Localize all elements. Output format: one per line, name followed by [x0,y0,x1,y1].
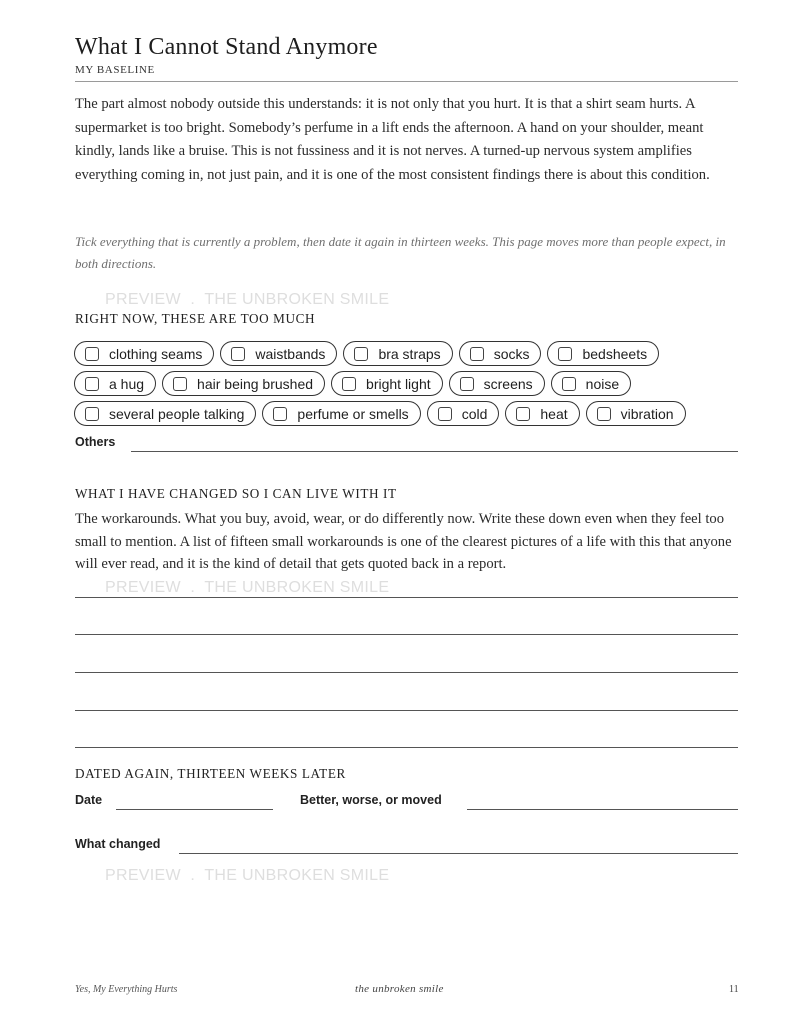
checkbox-bra-straps[interactable] [343,341,452,366]
checkbox-icon[interactable] [231,347,245,361]
checkbox-icon[interactable] [558,347,572,361]
checkbox-label: heat [540,405,568,422]
checkbox-icon[interactable] [85,347,99,361]
checkbox-icon[interactable] [470,347,484,361]
checkbox-label: vibration [620,405,674,422]
section-heading-changed: WHAT I HAVE CHANGED SO I CAN LIVE WITH IT [75,486,397,501]
checkbox-label: several people talking [109,405,245,422]
checkbox-label: bra straps [378,345,441,362]
checkbox-screens[interactable] [449,371,545,396]
watermark-text: PREVIEW . THE UNBROKEN SMILE [105,867,390,884]
instruction-text: Tick everything that is currently a problem, then date it again in thirteen weeks. This page moves more than people expect, in both directions. [75,234,726,271]
workaround-write-line[interactable] [75,747,738,748]
checkbox-several-people-talking[interactable] [74,401,256,426]
checkbox-icon[interactable] [597,407,611,421]
page-subtitle: MY BASELINE [75,64,155,76]
checkbox-cold[interactable] [427,401,500,426]
date-write-line[interactable] [116,809,273,810]
changed-paragraph: The workarounds. What you buy, avoid, wear, or do differently now. Write these down even when they feel too small to mention. A list of fifteen small workarounds is one of the clearest pictures of a life with this that anyone will ever read, and it is the kind of detail that gets quoted back in a report. [75,511,732,572]
checkbox-label: hair being brushed [197,375,314,392]
what-changed-write-line[interactable] [179,853,738,854]
checkbox-label: clothing seams [109,345,203,362]
checkbox-clothing-seams[interactable] [74,341,214,366]
date-label: Date [75,793,103,807]
what-changed-label: What changed [75,837,161,851]
watermark-text: PREVIEW . THE UNBROKEN SMILE [105,579,390,596]
checkbox-label: waistbands [255,345,326,362]
checkbox-label: a hug [109,375,145,392]
checkbox-icon[interactable] [438,407,452,421]
checkbox-label: cold [461,405,488,422]
footer-brand: the unbroken smile [355,983,444,995]
checkbox-socks[interactable] [459,341,542,366]
others-write-line[interactable] [131,451,738,452]
checkbox-icon[interactable] [562,377,576,391]
title-divider [75,81,738,82]
checkbox-waistbands[interactable] [220,341,337,366]
checkbox-perfume-or-smells[interactable] [262,401,420,426]
checkbox-icon[interactable] [85,407,99,421]
footer-book-title: Yes, My Everything Hurts [75,984,178,995]
watermark-text: PREVIEW . THE UNBROKEN SMILE [105,291,390,308]
checkbox-icon[interactable] [460,377,474,391]
workaround-write-line[interactable] [75,672,738,673]
intro-paragraph: The part almost nobody outside this understands: it is not only that you hurt. It is that a shirt seam hurts. A supermarket is too bright. Somebody’s perfume in a lift ends the afternoon. A hand on your shoulder, meant kindly, lands like a bruise. This is not fussiness and it is not nerves. A turned-up nervous system amplifies everything coming in, not just pain, and it is one of the most consistent findings there is about this condition. [75,96,710,183]
checkbox-label: noise [585,375,620,392]
checkbox-icon[interactable] [342,377,356,391]
checkbox-icon[interactable] [516,407,530,421]
checkbox-icon[interactable] [354,347,368,361]
checkbox-row-3 [74,401,686,428]
checkbox-row-2 [74,371,631,398]
page-number: 11 [729,984,739,995]
checkbox-hair-being-brushed[interactable] [162,371,325,396]
checkbox-label: bedsheets [582,345,648,362]
workaround-write-line[interactable] [75,597,738,598]
checkbox-icon[interactable] [85,377,99,391]
page-title: What I Cannot Stand Anymore [75,34,378,60]
checkbox-heat[interactable] [505,401,579,426]
others-label: Others [75,435,116,449]
better-worse-label: Better, worse, or moved [300,793,442,807]
checkbox-noise[interactable] [551,371,631,396]
checkbox-a-hug[interactable] [74,371,156,396]
checkbox-vibration[interactable] [586,401,686,426]
workaround-write-line[interactable] [75,634,738,635]
checkbox-bedsheets[interactable] [547,341,659,366]
checkbox-label: bright light [366,375,431,392]
checkbox-label: socks [493,345,530,362]
checkbox-label: screens [483,375,533,392]
section-heading-dated-again: DATED AGAIN, THIRTEEN WEEKS LATER [75,766,346,781]
section-heading-too-much: RIGHT NOW, THESE ARE TOO MUCH [75,311,316,326]
checkbox-label: perfume or smells [297,405,409,422]
checkbox-icon[interactable] [273,407,287,421]
workaround-write-line[interactable] [75,710,738,711]
checkbox-bright-light[interactable] [331,371,443,396]
checkbox-icon[interactable] [173,377,187,391]
checkbox-row-1 [74,341,659,368]
better-worse-write-line[interactable] [467,809,738,810]
